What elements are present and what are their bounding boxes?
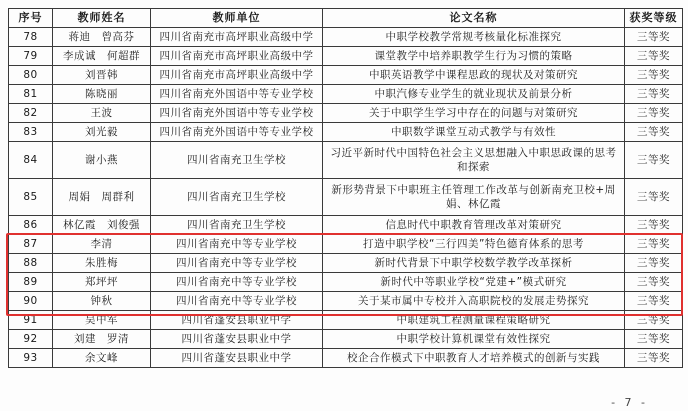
table-row xyxy=(9,330,683,349)
table-row xyxy=(9,123,683,142)
cell-no: 93 xyxy=(9,349,53,368)
cell-teacher-name: 周娟 周群利 xyxy=(53,179,151,216)
cell-award-level: 三等奖 xyxy=(625,66,683,85)
table-row xyxy=(9,292,683,311)
cell-paper-title: 打造中职学校“三行四美”特色德育体系的思考 xyxy=(323,235,625,254)
cell-teacher-unit: 四川省南充外国语中等专业学校 xyxy=(151,85,323,104)
table-row xyxy=(9,47,683,66)
cell-award-level: 三等奖 xyxy=(625,216,683,235)
cell-teacher-name: 李成诚 何超群 xyxy=(53,47,151,66)
cell-teacher-unit: 四川省南充中等专业学校 xyxy=(151,254,323,273)
table-row xyxy=(9,254,683,273)
cell-teacher-unit: 四川省南充中等专业学校 xyxy=(151,235,323,254)
table-row xyxy=(9,179,683,216)
table-row xyxy=(9,28,683,47)
table-row xyxy=(9,216,683,235)
cell-teacher-name: 钟秋 xyxy=(53,292,151,311)
cell-award-level: 三等奖 xyxy=(625,273,683,292)
cell-award-level: 三等奖 xyxy=(625,85,683,104)
table-row xyxy=(9,349,683,368)
cell-no: 89 xyxy=(9,273,53,292)
cell-award-level: 三等奖 xyxy=(625,28,683,47)
cell-no: 86 xyxy=(9,216,53,235)
cell-teacher-unit: 四川省南充中等专业学校 xyxy=(151,273,323,292)
cell-paper-title: 中职数学课堂互动式教学与有效性 xyxy=(323,123,625,142)
cell-teacher-name: 谢小燕 xyxy=(53,142,151,179)
cell-paper-title: 课堂教学中培养职教学生行为习惯的策略 xyxy=(323,47,625,66)
cell-paper-title: 新时代背景下中职学校数学教学改革探析 xyxy=(323,254,625,273)
cell-paper-title: 关于某市属中专校并入高职院校的发展走势探究 xyxy=(323,292,625,311)
cell-paper-title: 中职汽修专业学生的就业现状及前景分析 xyxy=(323,85,625,104)
table-row xyxy=(9,85,683,104)
header-no: 序号 xyxy=(9,9,53,28)
cell-teacher-unit: 四川省南充外国语中等专业学校 xyxy=(151,123,323,142)
cell-award-level: 三等奖 xyxy=(625,235,683,254)
cell-no: 83 xyxy=(9,123,53,142)
cell-teacher-name: 李清 xyxy=(53,235,151,254)
table-row xyxy=(9,235,683,254)
cell-award-level: 三等奖 xyxy=(625,292,683,311)
cell-no: 79 xyxy=(9,47,53,66)
cell-award-level: 三等奖 xyxy=(625,123,683,142)
cell-teacher-unit: 四川省南充市高坪职业高级中学 xyxy=(151,66,323,85)
cell-award-level: 三等奖 xyxy=(625,47,683,66)
cell-paper-title: 校企合作模式下中职教育人才培养模式的创新与实践 xyxy=(323,349,625,368)
cell-no: 81 xyxy=(9,85,53,104)
cell-teacher-name: 王波 xyxy=(53,104,151,123)
cell-paper-title: 习近平新时代中国特色社会主义思想融入中职思政课的思考和探索 xyxy=(323,142,625,179)
cell-no: 82 xyxy=(9,104,53,123)
cell-teacher-unit: 四川省蓬安县职业中学 xyxy=(151,311,323,330)
table-row xyxy=(9,142,683,179)
awards-table xyxy=(8,8,683,368)
cell-teacher-unit: 四川省南充卫生学校 xyxy=(151,216,323,235)
cell-teacher-name: 余文峰 xyxy=(53,349,151,368)
cell-no: 78 xyxy=(9,28,53,47)
cell-award-level: 三等奖 xyxy=(625,254,683,273)
cell-paper-title: 关于中职学生学习中存在的问题与对策研究 xyxy=(323,104,625,123)
cell-award-level: 三等奖 xyxy=(625,349,683,368)
cell-award-level: 三等奖 xyxy=(625,104,683,123)
cell-teacher-name: 陈晓丽 xyxy=(53,85,151,104)
cell-no: 84 xyxy=(9,142,53,179)
cell-teacher-unit: 四川省南充卫生学校 xyxy=(151,179,323,216)
cell-paper-title: 信息时代中职教育管理改革对策研究 xyxy=(323,216,625,235)
cell-teacher-name: 刘建 罗清 xyxy=(53,330,151,349)
page-number: - 7 - xyxy=(611,396,648,409)
table-row xyxy=(9,311,683,330)
cell-no: 92 xyxy=(9,330,53,349)
cell-teacher-unit: 四川省南充中等专业学校 xyxy=(151,292,323,311)
cell-teacher-unit: 四川省南充外国语中等专业学校 xyxy=(151,104,323,123)
cell-paper-title: 中职学校计算机课堂有效性探究 xyxy=(323,330,625,349)
cell-no: 85 xyxy=(9,179,53,216)
cell-paper-title: 新形势背景下中职班主任管理工作改革与创新南充卫校+周娟、林亿霞 xyxy=(323,179,625,216)
table-row xyxy=(9,104,683,123)
cell-paper-title: 中职学校教学常规考核量化标准探究 xyxy=(323,28,625,47)
cell-teacher-name: 刘光毅 xyxy=(53,123,151,142)
cell-no: 90 xyxy=(9,292,53,311)
table-row xyxy=(9,66,683,85)
cell-paper-title: 中职英语教学中课程思政的现状及对策研究 xyxy=(323,66,625,85)
cell-teacher-unit: 四川省蓬安县职业中学 xyxy=(151,330,323,349)
cell-teacher-name: 刘晋韩 xyxy=(53,66,151,85)
cell-teacher-name: 蒋迪 曾高芬 xyxy=(53,28,151,47)
cell-teacher-unit: 四川省南充市高坪职业高级中学 xyxy=(151,28,323,47)
header-award-level: 获奖等级 xyxy=(625,9,683,28)
cell-paper-title: 中职建筑工程测量课程策略研究 xyxy=(323,311,625,330)
cell-teacher-unit: 四川省蓬安县职业中学 xyxy=(151,349,323,368)
cell-teacher-name: 吴中军 xyxy=(53,311,151,330)
cell-no: 88 xyxy=(9,254,53,273)
header-teacher-name: 教师姓名 xyxy=(53,9,151,28)
table-header-row xyxy=(9,9,683,28)
header-paper-title: 论文名称 xyxy=(323,9,625,28)
cell-no: 80 xyxy=(9,66,53,85)
header-teacher-unit: 教师单位 xyxy=(151,9,323,28)
cell-teacher-name: 林亿霞 刘俊强 xyxy=(53,216,151,235)
cell-teacher-name: 郑坪坪 xyxy=(53,273,151,292)
cell-award-level: 三等奖 xyxy=(625,179,683,216)
cell-award-level: 三等奖 xyxy=(625,142,683,179)
cell-award-level: 三等奖 xyxy=(625,330,683,349)
cell-no: 91 xyxy=(9,311,53,330)
cell-teacher-unit: 四川省南充市高坪职业高级中学 xyxy=(151,47,323,66)
cell-teacher-unit: 四川省南充卫生学校 xyxy=(151,142,323,179)
table-row xyxy=(9,273,683,292)
cell-teacher-name: 朱胜梅 xyxy=(53,254,151,273)
cell-no: 87 xyxy=(9,235,53,254)
table-body xyxy=(9,28,683,368)
cell-paper-title: 新时代中等职业学校“党建+”模式研究 xyxy=(323,273,625,292)
cell-award-level: 三等奖 xyxy=(625,311,683,330)
